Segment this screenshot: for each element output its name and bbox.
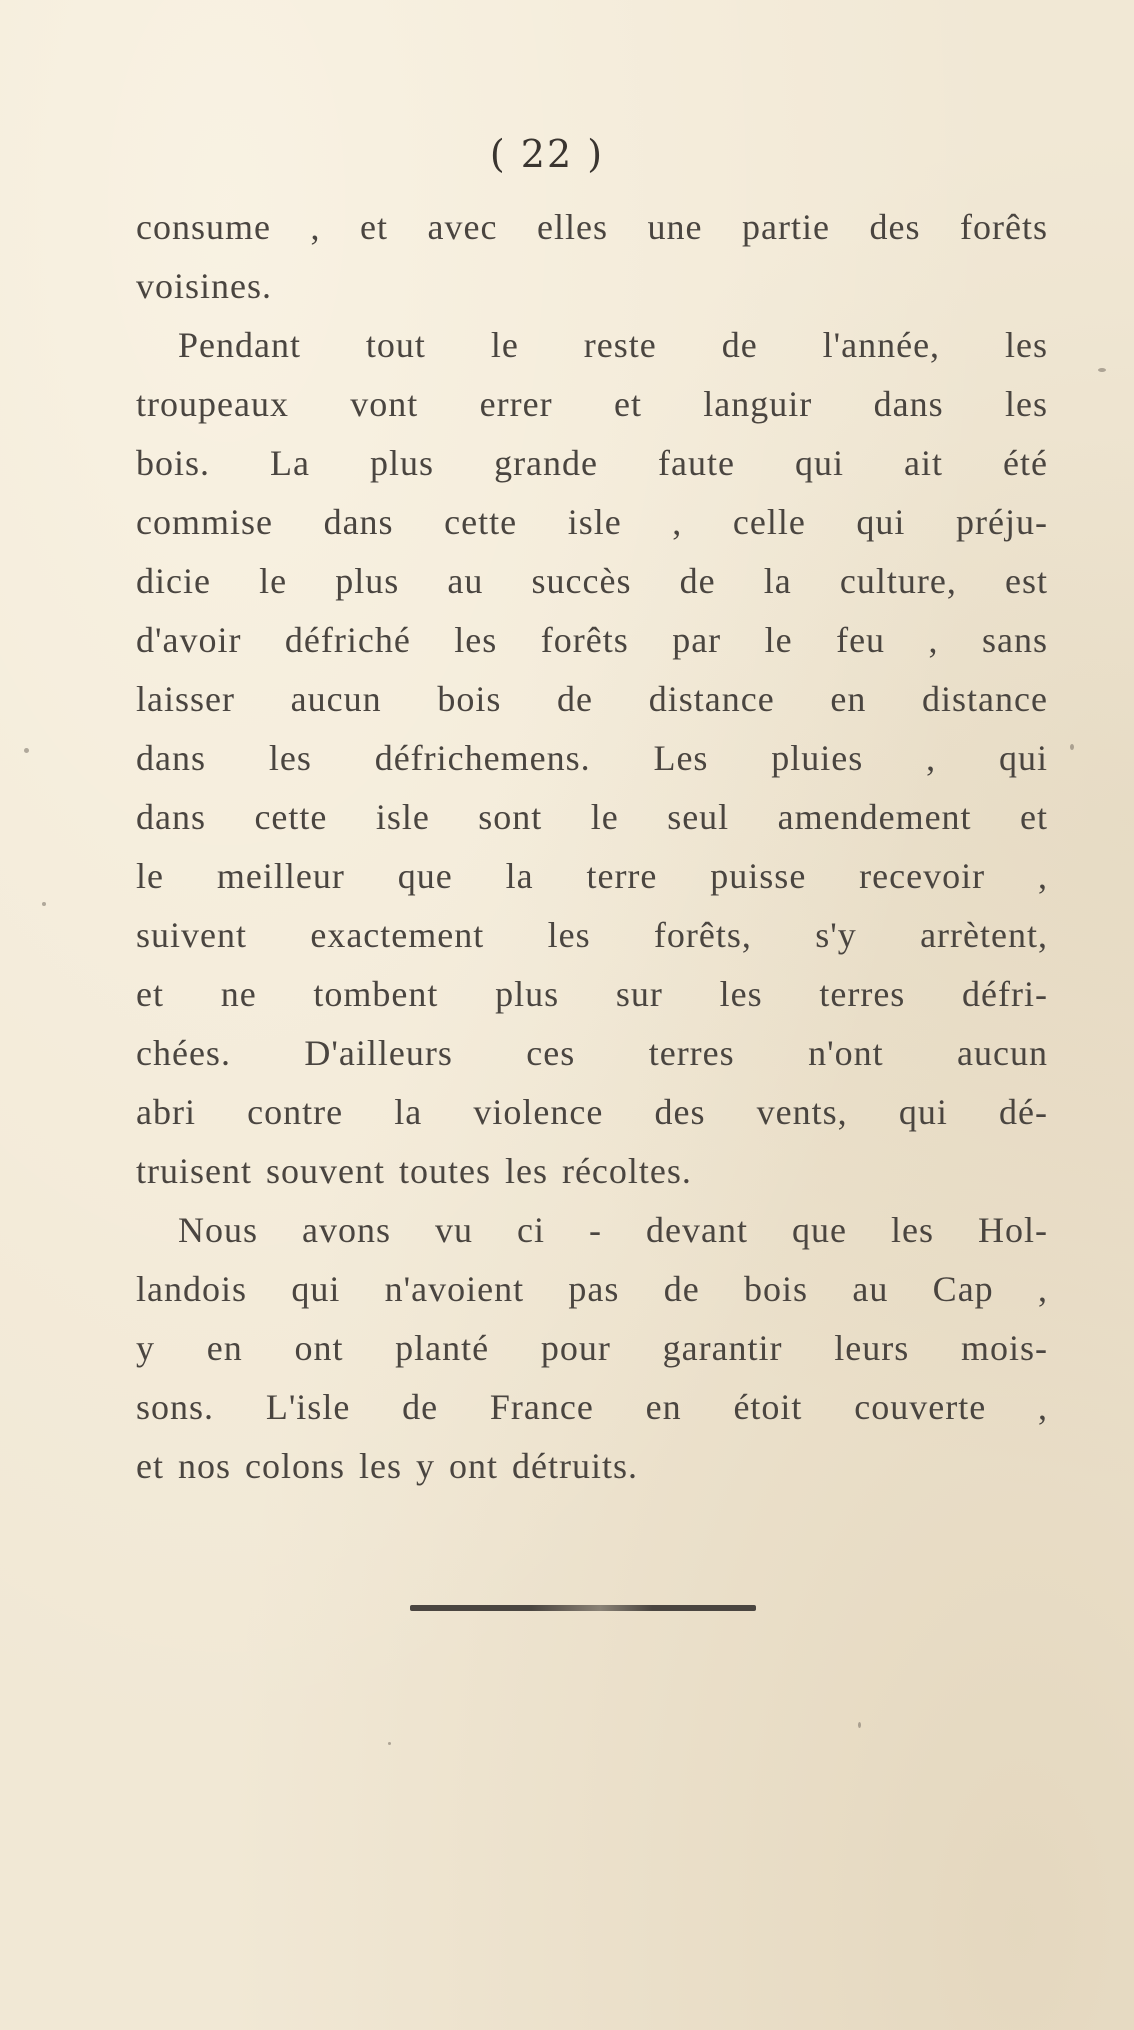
- text-line: dans cette isle sont le seul amendement et: [136, 797, 1048, 837]
- paper-speck: [24, 748, 29, 753]
- paper-speck: [1098, 368, 1106, 372]
- text-line: et nos colons les y ont détruits.: [136, 1446, 638, 1486]
- text-line: dicie le plus au succès de la culture, est: [136, 561, 1048, 601]
- paper-speck: [388, 1742, 391, 1745]
- text-line: y en ont planté pour garantir leurs mois-: [136, 1328, 1048, 1368]
- body-text: [136, 198, 1048, 1496]
- text-line: suivent exactement les forêts, s'y arrètent,: [136, 915, 1048, 955]
- text-line: abri contre la violence des vents, qui dé-: [136, 1092, 1048, 1132]
- text-line: truisent souvent toutes les récoltes.: [136, 1151, 692, 1191]
- paper-speck: [1070, 744, 1074, 750]
- text-line: d'avoir défriché les forêts par le feu , sans: [136, 620, 1048, 660]
- text-line: dans les défrichemens. Les pluies , qui: [136, 738, 1048, 778]
- text-line: et ne tombent plus sur les terres défri-: [136, 974, 1048, 1014]
- text-line: bois. La plus grande faute qui ait été: [136, 443, 1048, 483]
- text-line: sons. L'isle de France en étoit couverte ,: [136, 1387, 1048, 1427]
- page-number: ( 22 ): [489, 132, 605, 176]
- decorative-rule: [410, 1605, 756, 1611]
- text-line: voisines.: [136, 266, 273, 306]
- text-line: Pendant tout le reste de l'année, les: [178, 325, 1048, 365]
- text-line: laisser aucun bois de distance en distance: [136, 679, 1048, 719]
- text-line: commise dans cette isle , celle qui préju-: [136, 502, 1048, 542]
- text-line: troupeaux vont errer et languir dans les: [136, 384, 1048, 424]
- text-line: landois qui n'avoient pas de bois au Cap ,: [136, 1269, 1048, 1309]
- text-line: Nous avons vu ci - devant que les Hol-: [178, 1210, 1048, 1250]
- text-line: chées. D'ailleurs ces terres n'ont aucun: [136, 1033, 1048, 1073]
- paper-speck: [42, 902, 46, 906]
- text-line: le meilleur que la terre puisse recevoir ,: [136, 856, 1048, 896]
- paper-speck: [858, 1722, 861, 1728]
- text-line: consume , et avec elles une partie des forêts: [136, 207, 1048, 247]
